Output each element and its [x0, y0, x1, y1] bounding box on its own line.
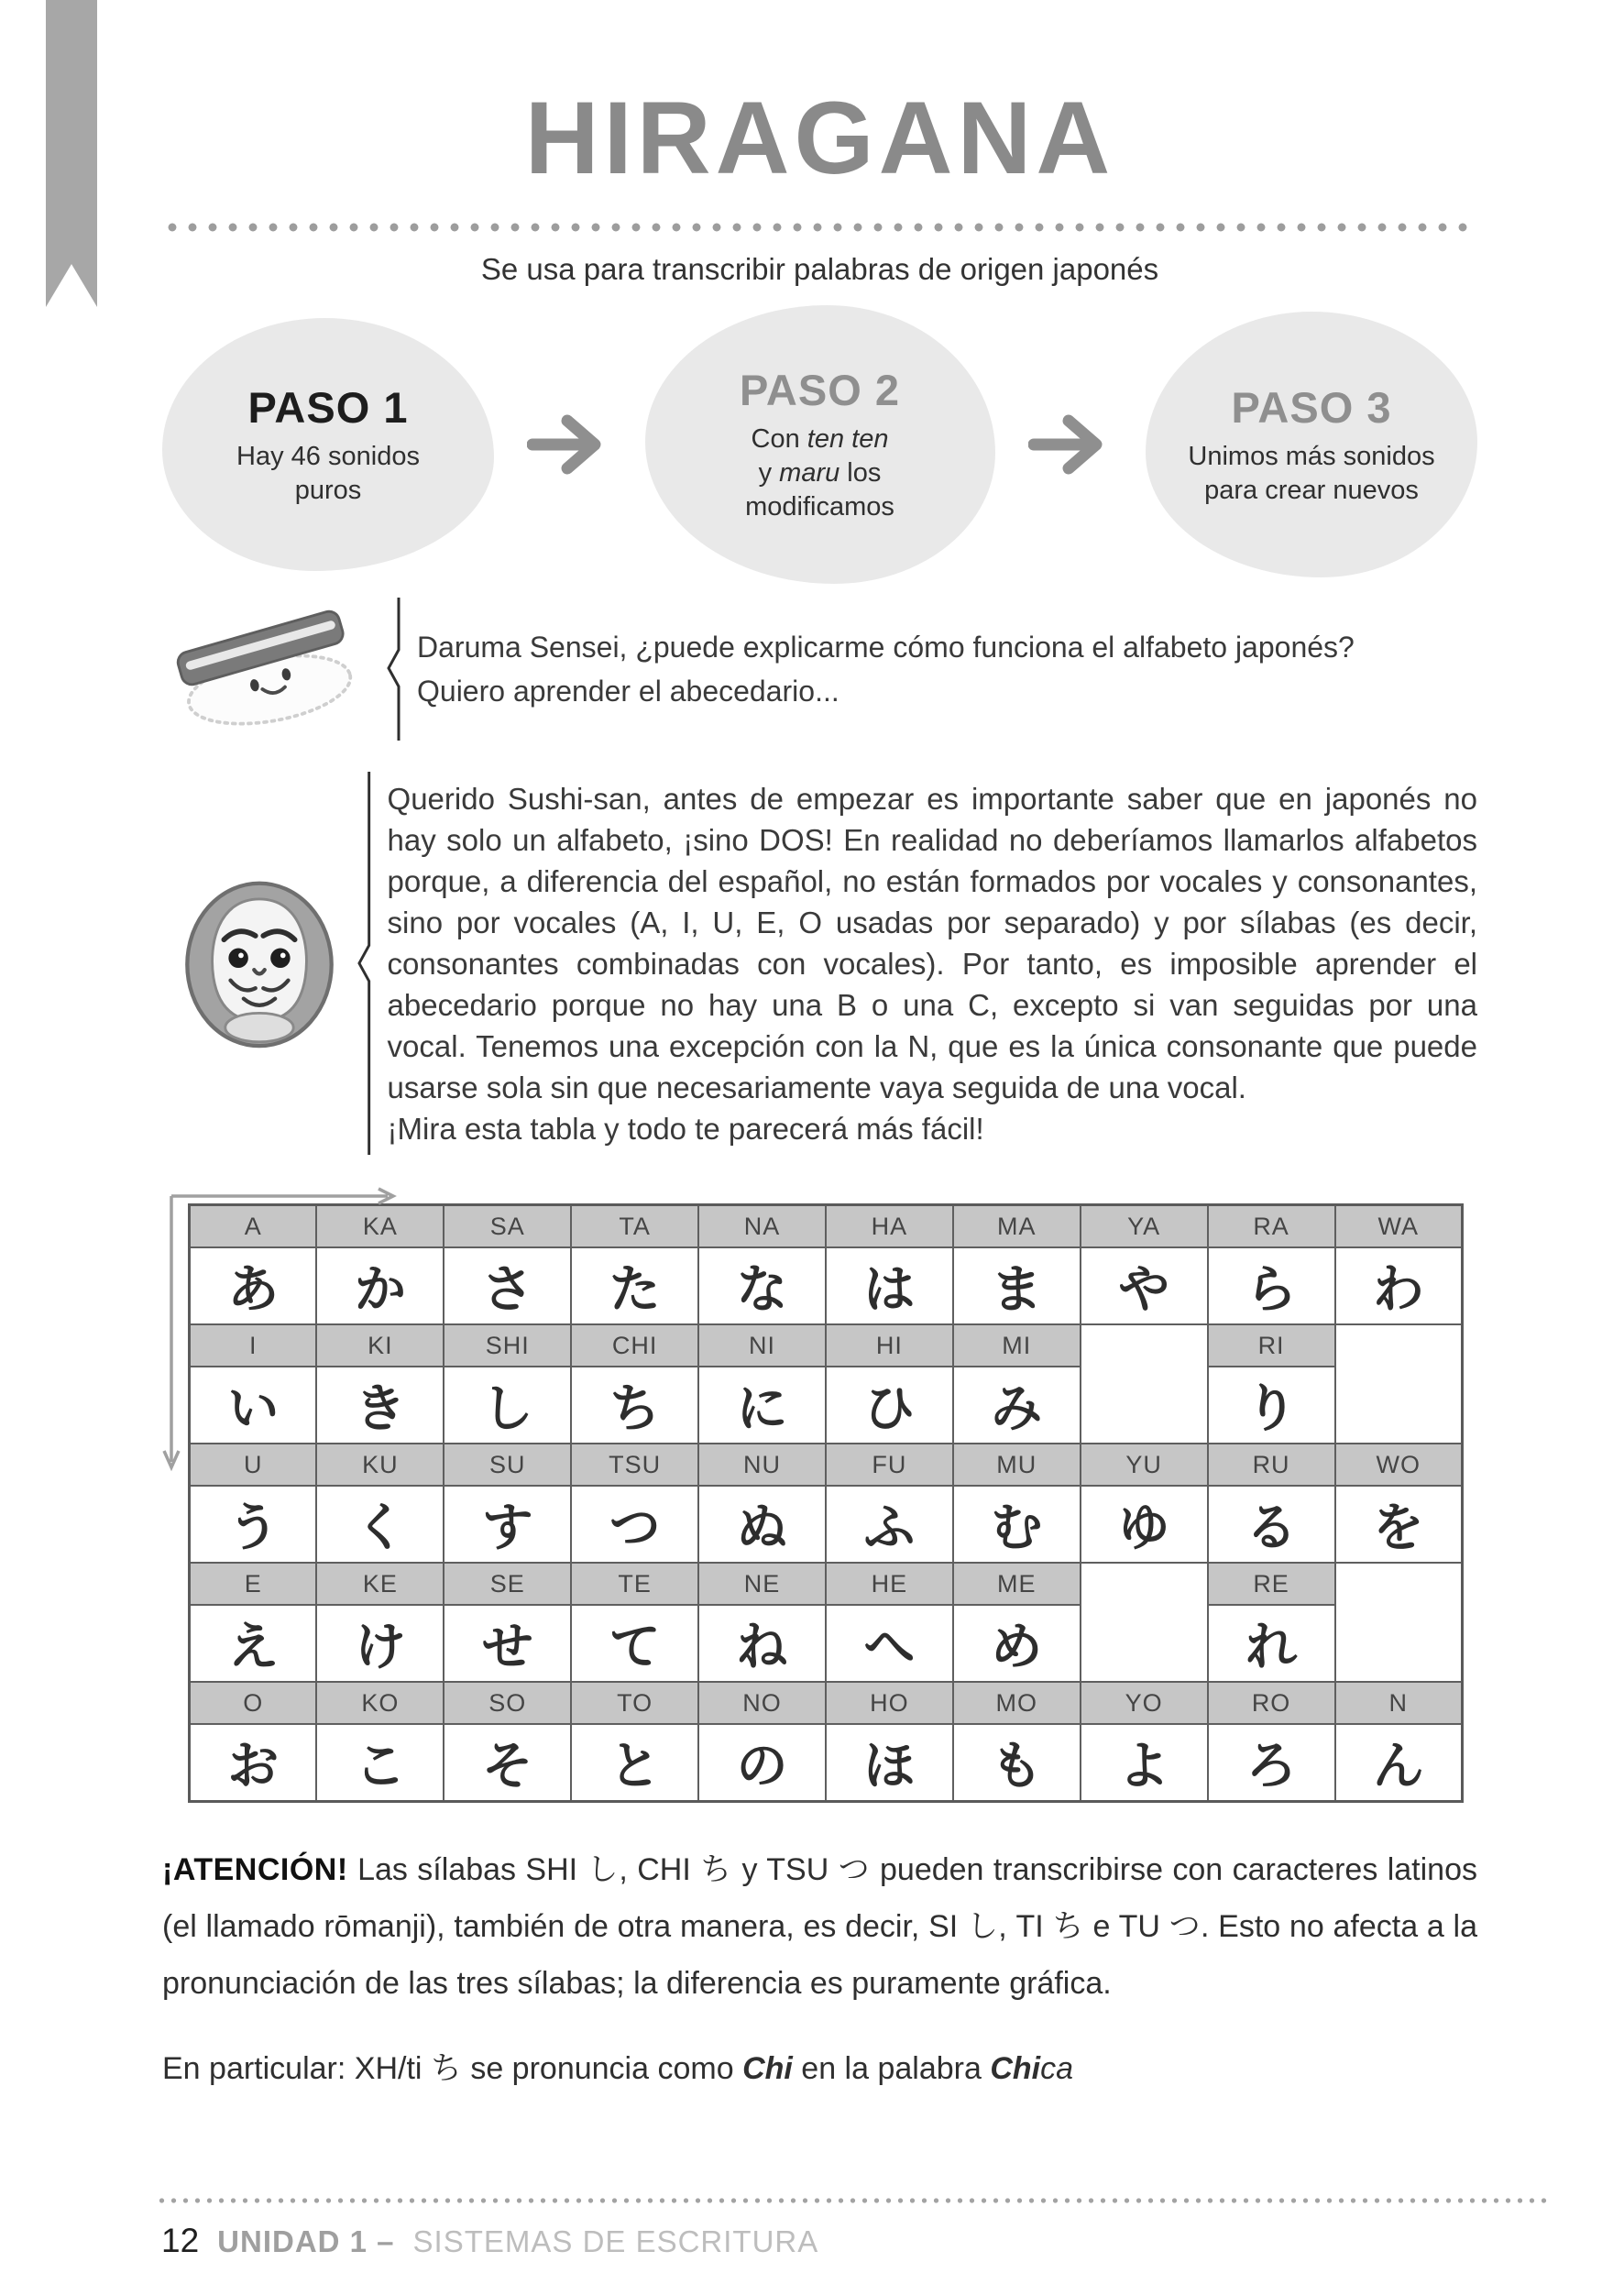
kana-cell: を — [1335, 1486, 1463, 1563]
kana-cell: お — [190, 1724, 317, 1802]
kana-cell: わ — [1335, 1247, 1463, 1324]
paso-3-title: PASO 3 — [1231, 382, 1392, 432]
paso-2-title: PASO 2 — [740, 366, 900, 414]
romaji-cell: YA — [1081, 1205, 1208, 1248]
kana-cell: ふ — [826, 1486, 953, 1563]
romaji-cell: RO — [1208, 1682, 1335, 1724]
romaji-cell: N — [1335, 1682, 1463, 1724]
romaji-cell: NA — [698, 1205, 826, 1248]
chi-emphasis-1: Chi — [742, 2051, 793, 2086]
kana-cell: せ — [444, 1605, 571, 1682]
kana-cell: く — [316, 1486, 444, 1563]
kana-cell: ろ — [1208, 1724, 1335, 1802]
sushi-dialogue-line2: Quiero aprender el abecedario... — [417, 675, 839, 708]
paso-3-bubble — [1146, 312, 1477, 577]
paso-2-line1: Con ten ten — [751, 424, 889, 454]
paso-1-title: PASO 1 — [247, 382, 409, 432]
romaji-cell: WA — [1335, 1205, 1463, 1248]
speech-bracket-icon — [384, 595, 404, 743]
paso-1-bubble — [162, 318, 494, 571]
kana-cell: む — [953, 1486, 1081, 1563]
kana-cell: と — [571, 1724, 698, 1802]
romaji-cell: I — [190, 1324, 317, 1367]
romaji-cell: MU — [953, 1444, 1081, 1486]
kana-cell: よ — [1081, 1724, 1208, 1802]
romaji-cell: KA — [316, 1205, 444, 1248]
kana-cell: や — [1081, 1247, 1208, 1324]
romaji-cell: KO — [316, 1682, 444, 1724]
kana-cell: は — [826, 1247, 953, 1324]
kana-cell: の — [698, 1724, 826, 1802]
kana-cell: ぬ — [698, 1486, 826, 1563]
kana-cell: も — [953, 1724, 1081, 1802]
kana-cell: ま — [953, 1247, 1081, 1324]
kana-cell: そ — [444, 1724, 571, 1802]
empty-cell — [1081, 1563, 1208, 1682]
kana-cell: ほ — [826, 1724, 953, 1802]
paso-3-line2: para crear nuevos — [1204, 475, 1419, 505]
kana-cell: る — [1208, 1486, 1335, 1563]
romaji-cell: TE — [571, 1563, 698, 1605]
paso-1-line2: puros — [294, 475, 362, 505]
kana-cell: さ — [444, 1247, 571, 1324]
romaji-cell: MI — [953, 1324, 1081, 1367]
footer-section-label: SISTEMAS DE ESCRITURA — [412, 2224, 819, 2258]
romaji-cell: SU — [444, 1444, 571, 1486]
paso-1-line1: Hay 46 sonidos — [236, 441, 420, 471]
kana-cell: め — [953, 1605, 1081, 1682]
footer-line — [156, 2222, 1551, 2260]
kana-cell: う — [190, 1486, 317, 1563]
kana-row — [190, 1724, 1463, 1802]
paso-1-body — [236, 440, 420, 508]
empty-cell — [1335, 1324, 1463, 1444]
paso-2-body — [745, 423, 894, 524]
hiragana-table-section — [188, 1203, 1464, 1803]
kana-cell: ち — [571, 1367, 698, 1444]
kana-cell: こ — [316, 1724, 444, 1802]
kana-cell: す — [444, 1486, 571, 1563]
daruma-monologue-row — [162, 765, 1477, 1161]
romaji-cell: E — [190, 1563, 317, 1605]
kana-cell: り — [1208, 1367, 1335, 1444]
romaji-cell: NI — [698, 1324, 826, 1367]
page-subtitle: Se usa para transcribir palabras de origen japonés — [480, 252, 1159, 286]
daruma-monologue-closing: ¡Mira esta tabla y todo te parecerá más fácil! — [387, 1111, 984, 1146]
kana-cell: い — [190, 1367, 317, 1444]
romaji-cell: RE — [1208, 1563, 1335, 1605]
romaji-cell: RU — [1208, 1444, 1335, 1486]
reading-direction-arrows-icon — [168, 1187, 415, 1489]
page-title: HIRAGANA — [524, 81, 1115, 195]
romaji-cell: U — [190, 1444, 317, 1486]
page-footer — [0, 2198, 1624, 2260]
kana-cell: に — [698, 1367, 826, 1444]
romaji-cell: FU — [826, 1444, 953, 1486]
romaji-cell: HI — [826, 1324, 953, 1367]
daruma-character-icon — [181, 878, 338, 1049]
kana-cell: ひ — [826, 1367, 953, 1444]
kana-cell: み — [953, 1367, 1081, 1444]
paso-3-line1: Unimos más sonidos — [1188, 441, 1435, 471]
page-number: 12 — [161, 2222, 200, 2259]
paso-2-line3: modificamos — [745, 492, 894, 522]
kana-row — [190, 1486, 1463, 1563]
romaji-cell: HA — [826, 1205, 953, 1248]
kana-cell: け — [316, 1605, 444, 1682]
kana-cell: ね — [698, 1605, 826, 1682]
paso-2-line2: y maru los — [758, 458, 882, 488]
kana-cell: ら — [1208, 1247, 1335, 1324]
romaji-cell: SO — [444, 1682, 571, 1724]
romaji-cell: SE — [444, 1563, 571, 1605]
paso-arrow-1-icon — [527, 406, 611, 483]
romaji-cell: NE — [698, 1563, 826, 1605]
empty-cell — [1081, 1324, 1208, 1444]
kana-cell: つ — [571, 1486, 698, 1563]
romaji-cell: MO — [953, 1682, 1081, 1724]
romaji-cell: O — [190, 1682, 317, 1724]
romaji-cell: A — [190, 1205, 317, 1248]
kana-cell: か — [316, 1247, 444, 1324]
romaji-cell: TA — [571, 1205, 698, 1248]
attention-paragraph — [162, 1841, 1477, 2012]
kana-cell: き — [316, 1367, 444, 1444]
monologue-bracket-icon — [357, 765, 375, 1161]
kana-cell: て — [571, 1605, 698, 1682]
romaji-cell: TO — [571, 1682, 698, 1724]
kana-cell: あ — [190, 1247, 317, 1324]
romaji-cell: SHI — [444, 1324, 571, 1367]
paso-arrow-2-icon — [1028, 406, 1113, 483]
dotted-divider-bottom — [156, 2198, 1551, 2203]
romaji-cell: WO — [1335, 1444, 1463, 1486]
chica-tail: ca — [1040, 2051, 1074, 2086]
romaji-cell: YU — [1081, 1444, 1208, 1486]
romaji-row — [190, 1563, 1463, 1605]
romaji-cell: KI — [316, 1324, 444, 1367]
daruma-column — [162, 878, 357, 1049]
kana-cell: れ — [1208, 1605, 1335, 1682]
kana-cell: な — [698, 1247, 826, 1324]
kana-cell: ゆ — [1081, 1486, 1208, 1563]
kana-row — [190, 1605, 1463, 1682]
footer-unit-label: UNIDAD 1 – — [217, 2224, 395, 2258]
romaji-cell: CHI — [571, 1324, 698, 1367]
kana-cell: ん — [1335, 1724, 1463, 1802]
sushi-dialogue-text — [417, 625, 1355, 713]
steps-row — [162, 307, 1477, 582]
sushi-dialogue-row — [162, 595, 1477, 743]
paso-2-bubble — [645, 305, 995, 584]
romaji-cell: TSU — [571, 1444, 698, 1486]
romaji-cell: YO — [1081, 1682, 1208, 1724]
attention-heading: ¡ATENCIÓN! — [162, 1852, 348, 1887]
kana-cell: し — [444, 1367, 571, 1444]
unit-ribbon-label: UNIDAD 1 — [7, 88, 43, 251]
romaji-cell: MA — [953, 1205, 1081, 1248]
kana-cell: た — [571, 1247, 698, 1324]
empty-cell — [1335, 1563, 1463, 1682]
romaji-cell: KU — [316, 1444, 444, 1486]
romaji-cell: RI — [1208, 1324, 1335, 1367]
attention-body: Las sílabas SHI し, CHI ち y TSU つ pueden transcribirse con caracteres latinos (el llamado rōmanji), también de otra manera, es decir, SI し, TI ち e TU つ. Esto no afecta a la pronunciación de las tres sílabas; la diferencia es puramente gráfica. — [162, 1852, 1477, 2001]
kana-cell: え — [190, 1605, 317, 1682]
romaji-cell: SA — [444, 1205, 571, 1248]
daruma-monologue — [388, 778, 1477, 1149]
romaji-cell: NO — [698, 1682, 826, 1724]
romaji-cell: HE — [826, 1563, 953, 1605]
sushi-dialogue-line1: Daruma Sensei, ¿puede explicarme cómo funciona el alfabeto japonés? — [417, 631, 1355, 664]
romaji-cell: RA — [1208, 1205, 1335, 1248]
romaji-cell: HO — [826, 1682, 953, 1724]
romaji-row — [190, 1682, 1463, 1724]
kana-cell: へ — [826, 1605, 953, 1682]
daruma-monologue-text: Querido Sushi-san, antes de empezar es importante saber que en japonés no hay solo un alfabeto, ¡sino DOS! En realidad no deberíamos llamarlos alfabetos porque, a diferencia del español, no están formados por vocales y consonantes, sino por vocales (A, I, U, E, O usadas por separado) y por sílabas (es decir, consonantes combinadas con vocales). Por tanto, es imposible aprender el abecedario porque no hay una B o una C, excepto si van seguidas por una vocal. Tenemos una excepción con la N, que es la única consonante que puede usarse sola sin que necesariamente vaya seguida de una vocal. — [387, 781, 1477, 1104]
romaji-cell: ME — [953, 1563, 1081, 1605]
romaji-cell: KE — [316, 1563, 444, 1605]
sushi-character-icon — [162, 605, 371, 733]
pronunciation-note: En particular: XH/ti ち se pronuncia como Chi en la palabra Chica — [162, 2051, 1074, 2086]
dotted-divider-top — [162, 223, 1477, 232]
paso-3-body — [1188, 440, 1434, 508]
chi-emphasis-2: Chi — [990, 2051, 1041, 2086]
romaji-cell: NU — [698, 1444, 826, 1486]
